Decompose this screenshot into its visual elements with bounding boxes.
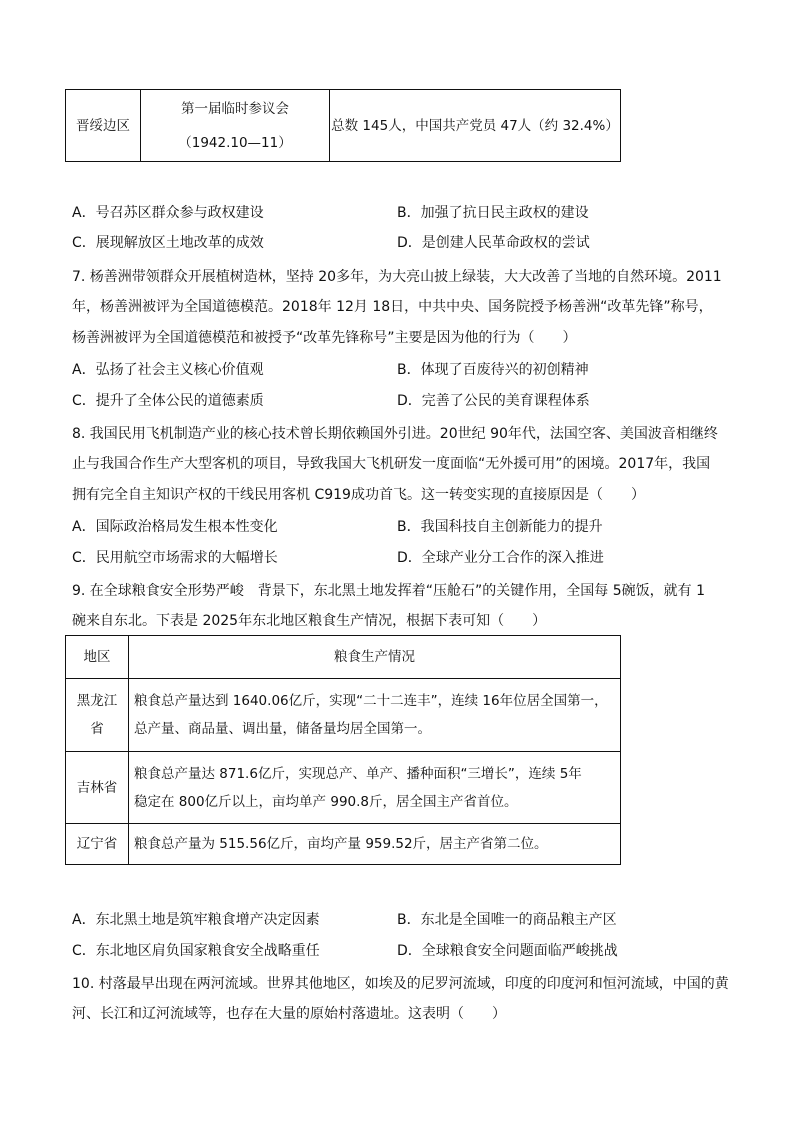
- grain-table-row: [66, 752, 621, 824]
- q8-stem-line-3: 拥有完全自主知识产权的干线民用客机 C919成功首飞。这一转变实现的直接原因是（ ）: [72, 487, 645, 503]
- q7-stem-line-2: 年，杨善洲被评为全国道德模范。2018年 12月 18日，中共中央、国务院授予杨善洲“改革先锋”称号，: [72, 299, 713, 315]
- grain-table-region: [66, 679, 129, 752]
- q8-stem-line-1: 8. 我国民用飞机制造产业的核心技术曾长期依赖国外引进。20世纪 90年代，法国空客、美国波音相继终: [72, 426, 718, 442]
- q7-option-d[interactable]: D．完善了公民的美育课程体系: [397, 393, 590, 409]
- q8-option-c[interactable]: C．民用航空市场需求的大幅增长: [72, 550, 278, 566]
- q9-option-d[interactable]: D．全球粮食安全问题面临严峻挑战: [397, 943, 618, 959]
- q7-option-a[interactable]: A．弘扬了社会主义核心价值观: [72, 362, 264, 378]
- session-name: 第一届临时参议会: [181, 100, 289, 117]
- q7-stem-line-1: 7. 杨善洲带领群众开展植树造林，坚持 20多年，为大亮山披上绿装，大大改善了当地的自然环境。2011: [72, 269, 722, 285]
- grain-table-header-info: 粮食生产情况: [129, 636, 621, 679]
- grain-info-line-1: 粮食总产量达到 1640.06亿斤，实现“二十二连丰”，连续 16年位居全国第一，: [134, 693, 608, 709]
- grain-region-line-2: 省: [90, 721, 104, 737]
- grain-region-line-1: 吉林省: [76, 779, 118, 796]
- q6-option-d[interactable]: D．是创建人民革命政权的尝试: [397, 235, 590, 251]
- q7-option-b[interactable]: B．体现了百废待兴的初创精神: [397, 362, 589, 378]
- grain-info-line-2: 稳定在 800亿斤以上，亩均单产 990.8斤，居全国主产省首位。: [134, 793, 518, 810]
- grain-region-line-1: 辽宁省: [76, 836, 118, 852]
- grain-region-line-1: 黑龙江: [76, 693, 118, 709]
- q10-stem-line-2: 河、长江和辽河流域等，也存在大量的原始村落遗址。这表明（ ）: [72, 1006, 506, 1022]
- session-date: （1942.10—11）: [178, 134, 292, 151]
- q7-stem-line-3: 杨善洲被评为全国道德模范和被授予“改革先锋称号”主要是因为他的行为（ ）: [72, 330, 577, 346]
- q9-option-a[interactable]: A．东北黑土地是筑牢粮食增产决定因素: [72, 912, 320, 928]
- q9-option-b[interactable]: B．东北是全国唯一的商品粮主产区: [397, 912, 617, 928]
- grain-table-info: [129, 679, 621, 752]
- region-cell: 晋绥边区: [66, 90, 141, 162]
- stats-cell: 总数 145人，中国共产党员 47人（约 32.4%）: [330, 90, 621, 162]
- grain-table: [65, 635, 621, 865]
- grain-table-info: [129, 752, 621, 824]
- q6-option-a[interactable]: A．号召苏区群众参与政权建设: [72, 205, 264, 221]
- grain-info-line-2: 总产量、商品量、调出量，储备量均居全国第一。: [134, 721, 431, 737]
- session-cell: [141, 90, 330, 162]
- grain-table-info: [129, 824, 621, 865]
- q7-option-c[interactable]: C．提升了全体公民的道德素质: [72, 393, 264, 409]
- grain-table-header-region: 地区: [66, 636, 129, 679]
- q6-option-c[interactable]: C．展现解放区土地改革的成效: [72, 235, 264, 251]
- q6-option-b[interactable]: B．加强了抗日民主政权的建设: [397, 205, 589, 221]
- grain-info-line-1: 粮食总产量为 515.56亿斤，亩均产量 959.52斤，居主产省第二位。: [134, 836, 548, 852]
- q10-stem-line-1: 10. 村落最早出现在两河流域。世界其他地区，如埃及的尼罗河流域，印度的印度河和恒河流域，中国的黄: [72, 976, 729, 992]
- q9-stem-line-1: 9. 在全球粮食安全形势严峻 背景下，东北黑土地发挥着“压舱石”的关键作用，全国每 5碗饭，就有 1: [72, 583, 706, 599]
- grain-table-row: [66, 679, 621, 752]
- grain-table-row: [66, 824, 621, 865]
- q8-option-b[interactable]: B．我国科技自主创新能力的提升: [397, 519, 603, 535]
- grain-table-region: [66, 824, 129, 865]
- q8-option-a[interactable]: A．国际政治格局发生根本性变化: [72, 519, 278, 535]
- q9-option-c[interactable]: C．东北地区肩负国家粮食安全战略重任: [72, 943, 320, 959]
- parliament-table: [65, 89, 621, 162]
- grain-table-region: [66, 752, 129, 824]
- grain-info-line-1: 粮食总产量达 871.6亿斤，实现总产、单产、播种面积“三增长”，连续 5年: [134, 765, 582, 782]
- q9-stem-line-2: 碗来自东北。下表是 2025年东北地区粮食生产情况，根据下表可知（ ）: [72, 613, 547, 629]
- q8-stem-line-2: 止与我国合作生产大型客机的项目，导致我国大飞机研发一度面临“无外援可用”的困境。2017年，我国: [72, 456, 711, 472]
- q8-option-d[interactable]: D．全球产业分工合作的深入推进: [397, 550, 604, 566]
